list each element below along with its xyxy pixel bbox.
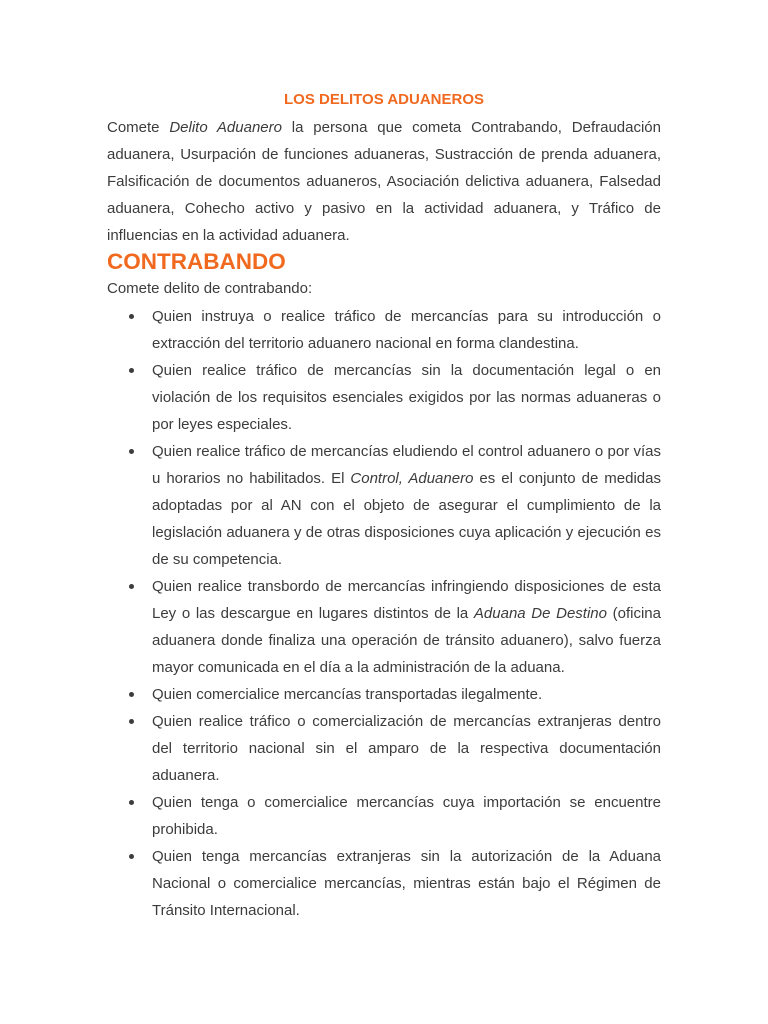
bullet-icon — [129, 449, 134, 454]
list-item — [107, 303, 661, 357]
section-heading: CONTRABANDO — [107, 249, 286, 274]
list-item-post: (oficina aduanera donde finaliza una operación de tránsito aduanero), salvo fuerza mayor comunicada en el día a la administración de la aduana. — [152, 605, 661, 676]
list-item-post: es el conjunto de medidas adoptadas por al AN con el objeto de asegurar el cumplimiento de la legislación aduanera y de otras disposiciones cuya aplicación y ejecución es de su competencia. — [152, 470, 661, 568]
list-item-text: Quien comercialice mercancías transportadas ilegalmente. — [152, 686, 543, 703]
list-item-pre: Quien realice tráfico de mercancías eludiendo el control aduanero o por vías u horarios no habilitados. El — [152, 443, 661, 487]
list-item-text: Quien realice tráfico o comercialización de mercancías extranjeras dentro del territorio nacional sin el amparo de la respectiva documentación aduanera. — [152, 713, 661, 784]
list-item — [107, 789, 661, 843]
list-item — [107, 843, 661, 924]
list-item-text: Quien tenga o comercialice mercancías cuya importación se encuentre prohibida. — [152, 794, 661, 838]
bullet-icon — [129, 584, 134, 589]
intro-post: la persona que cometa Contrabando, Defraudación aduanera, Usurpación de funciones aduaneras, Sustracción de prenda aduanera, Falsificación de documentos aduaneros, Asociación delictiva aduanera, Falsedad aduanera, Cohecho activo y pasivo en la actividad aduanera, y Tráfico de influencias en la actividad aduanera. — [107, 119, 661, 244]
intro-pre: Comete — [107, 119, 170, 136]
intro-term: Delito Aduanero — [169, 119, 282, 136]
section-intro: Comete delito de contrabando: — [107, 280, 313, 297]
list-item-text: Quien tenga mercancías extranjeras sin la autorización de la Aduana Nacional o comercialice mercancías, mientras están bajo el Régimen de Tránsito Internacional. — [152, 848, 661, 919]
list-item — [107, 438, 661, 573]
list-item-text: Quien instruya o realice tráfico de mercancías para su introducción o extracción del territorio aduanero nacional en forma clandestina. — [152, 308, 661, 352]
list-item — [107, 708, 661, 789]
bullet-list — [107, 303, 661, 924]
document-title: LOS DELITOS ADUANEROS — [283, 91, 485, 108]
bullet-icon — [129, 368, 134, 373]
bullet-icon — [129, 854, 134, 859]
list-item-term: Aduana De Destino — [473, 605, 607, 622]
list-item — [107, 573, 661, 681]
list-item — [107, 357, 661, 438]
bullet-icon — [129, 719, 134, 724]
bullet-icon — [129, 800, 134, 805]
list-item-text: Quien realice tráfico de mercancías sin la documentación legal o en violación de los requisitos esenciales exigidos por las normas aduaneras o por leyes especiales. — [152, 362, 661, 433]
list-item — [107, 681, 661, 708]
bullet-icon — [129, 692, 134, 697]
intro-paragraph — [107, 114, 661, 249]
document-page — [107, 88, 661, 924]
list-item-pre: Quien realice transbordo de mercancías infringiendo disposiciones de esta Ley o las descargue en lugares distintos de la — [152, 578, 661, 622]
list-item-term: Control, Aduanero — [350, 470, 474, 487]
bullet-icon — [129, 314, 134, 319]
